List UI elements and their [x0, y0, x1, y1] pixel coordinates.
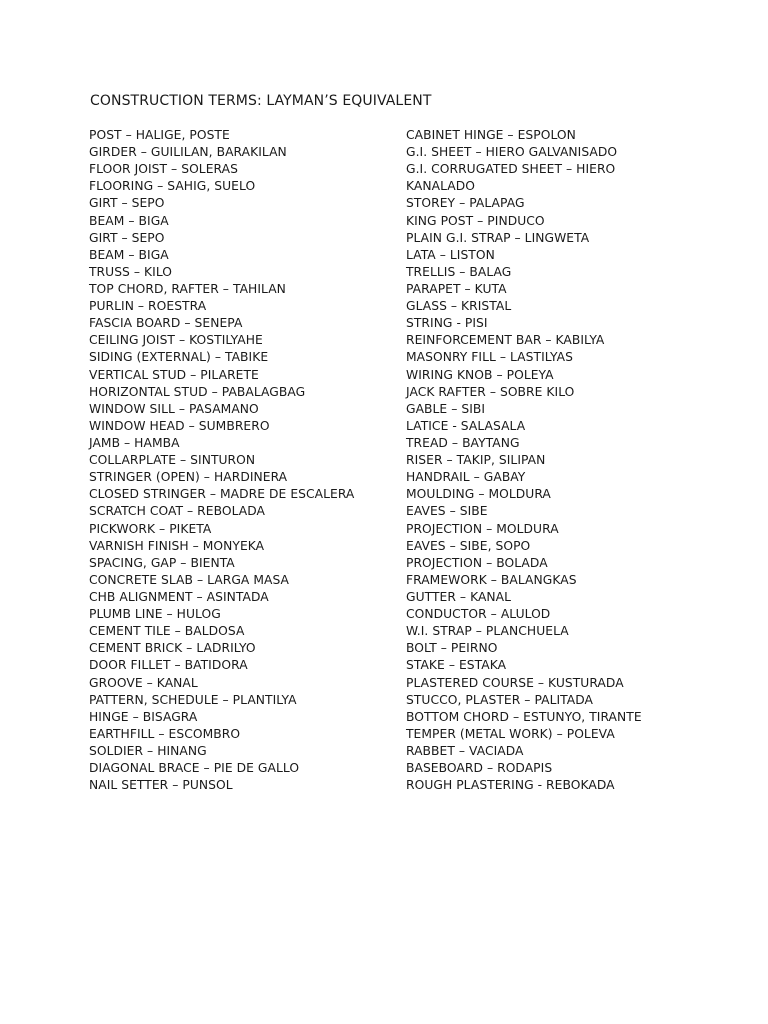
term-entry: PLUMB LINE – HULOG [89, 607, 221, 622]
term-entry: KING POST – PINDUCO [406, 213, 545, 228]
term-entry: CEILING JOIST – KOSTILYAHE [89, 333, 263, 348]
term-entry: BOTTOM CHORD – ESTUNYO, TIRANTE [406, 709, 642, 724]
term-entry: ROUGH PLASTERING - REBOKADA [406, 778, 615, 793]
term-entry: STAKE – ESTAKA [406, 658, 507, 673]
term-entry: GABLE – SIBI [406, 401, 486, 416]
term-entry: WINDOW SILL – PASAMANO [89, 401, 259, 416]
term-entry: HANDRAIL – GABAY [406, 470, 526, 485]
term-entry: RABBET – VACIADA [406, 743, 524, 758]
term-entry: FLOORING – SAHIG, SUELO [89, 179, 256, 194]
term-entry: TEMPER (METAL WORK) – POLEVA [406, 726, 615, 741]
term-entry: MOULDING – MOLDURA [406, 487, 551, 502]
term-entry: CLOSED STRINGER – MADRE DE ESCALERA [89, 487, 355, 502]
term-entry: CONDUCTOR – ALULOD [406, 607, 551, 622]
term-entry: GROOVE – KANAL [89, 675, 198, 690]
term-entry: SOLDIER – HINANG [89, 743, 207, 758]
term-entry: TRELLIS – BALAG [406, 264, 512, 279]
term-entry: JAMB – HAMBA [89, 435, 180, 450]
term-entry: GIRT – SEPO [89, 230, 165, 245]
term-entry: FLOOR JOIST – SOLERAS [89, 162, 238, 177]
term-entry: PROJECTION – MOLDURA [406, 521, 559, 536]
term-entry: FRAMEWORK – BALANGKAS [406, 572, 577, 587]
term-entry: PARAPET – KUTA [406, 281, 507, 296]
term-entry: DOOR FILLET – BATIDORA [89, 658, 248, 673]
term-entry: CABINET HINGE – ESPOLON [406, 128, 576, 142]
term-entry: HORIZONTAL STUD – PABALAGBAG [89, 384, 306, 399]
document-title: CONSTRUCTION TERMS: LAYMAN’S EQUIVALENT [90, 93, 432, 109]
terms-list-right [406, 127, 736, 794]
term-entry: PURLIN – ROESTRA [89, 299, 207, 314]
term-entry: BOLT – PEIRNO [406, 641, 498, 656]
term-entry: PLASTERED COURSE – KUSTURADA [406, 675, 624, 690]
term-entry: STRING - PISI [406, 316, 488, 331]
term-entry: FASCIA BOARD – SENEPA [89, 316, 243, 331]
term-entry: MASONRY FILL – LASTILYAS [406, 350, 573, 365]
term-entry: RISER – TAKIP, SILIPAN [406, 453, 546, 468]
term-entry: TRUSS – KILO [89, 264, 173, 279]
term-entry: WINDOW HEAD – SUMBRERO [89, 418, 270, 433]
term-entry: W.I. STRAP – PLANCHUELA [406, 624, 569, 639]
term-entry: NAIL SETTER – PUNSOL [89, 778, 233, 793]
term-entry: EAVES – SIBE, SOPO [406, 538, 531, 553]
term-entry: HINGE – BISAGRA [89, 709, 198, 724]
term-entry: LATICE - SALASALA [406, 418, 526, 433]
terms-list-left [89, 127, 389, 794]
term-entry: VERTICAL STUD – PILARETE [89, 367, 259, 382]
term-entry: JACK RAFTER – SOBRE KILO [406, 384, 575, 399]
term-entry: PROJECTION – BOLADA [406, 555, 548, 570]
term-entry: STUCCO, PLASTER – PALITADA [406, 692, 593, 707]
term-entry: CEMENT TILE – BALDOSA [89, 624, 245, 639]
term-entry: SPACING, GAP – BIENTA [89, 555, 235, 570]
term-entry: GLASS – KRISTAL [406, 299, 512, 314]
term-entry: TOP CHORD, RAFTER – TAHILAN [89, 281, 286, 296]
term-entry: PICKWORK – PIKETA [89, 521, 212, 536]
term-entry: BEAM – BIGA [89, 247, 169, 262]
term-entry: G.I. SHEET – HIERO GALVANISADO [406, 145, 618, 160]
term-entry: G.I. CORRUGATED SHEET – HIERO [406, 162, 616, 177]
term-entry: EAVES – SIBE [406, 504, 488, 519]
term-entry: BEAM – BIGA [89, 213, 169, 228]
term-entry: CONCRETE SLAB – LARGA MASA [89, 572, 290, 587]
term-entry: BASEBOARD – RODAPIS [406, 761, 553, 776]
term-entry: STOREY – PALAPAG [406, 196, 525, 211]
term-entry: EARTHFILL – ESCOMBRO [89, 726, 241, 741]
term-entry: LATA – LISTON [406, 247, 495, 262]
term-entry: STRINGER (OPEN) – HARDINERA [89, 470, 288, 485]
term-entry: CEMENT BRICK – LADRILYO [89, 641, 256, 656]
term-entry: GUTTER – KANAL [406, 589, 512, 604]
term-entry: SIDING (EXTERNAL) – TABIKE [89, 350, 269, 365]
term-entry: WIRING KNOB – POLEYA [406, 367, 554, 382]
term-entry: VARNISH FINISH – MONYEKA [89, 538, 265, 553]
term-entry: GIRDER – GUILILAN, BARAKILAN [89, 145, 287, 160]
term-entry: KANALADO [406, 179, 475, 194]
term-entry: SCRATCH COAT – REBOLADA [89, 504, 265, 519]
term-entry: POST – HALIGE, POSTE [89, 128, 230, 142]
term-entry: PLAIN G.I. STRAP – LINGWETA [406, 230, 590, 245]
term-entry: REINFORCEMENT BAR – KABILYA [406, 333, 605, 348]
term-entry: DIAGONAL BRACE – PIE DE GALLO [89, 761, 300, 776]
term-entry: COLLARPLATE – SINTURON [89, 453, 256, 468]
term-entry: TREAD – BAYTANG [406, 435, 520, 450]
term-entry: CHB ALIGNMENT – ASINTADA [89, 589, 269, 604]
term-entry: GIRT – SEPO [89, 196, 165, 211]
term-entry: PATTERN, SCHEDULE – PLANTILYA [89, 692, 297, 707]
